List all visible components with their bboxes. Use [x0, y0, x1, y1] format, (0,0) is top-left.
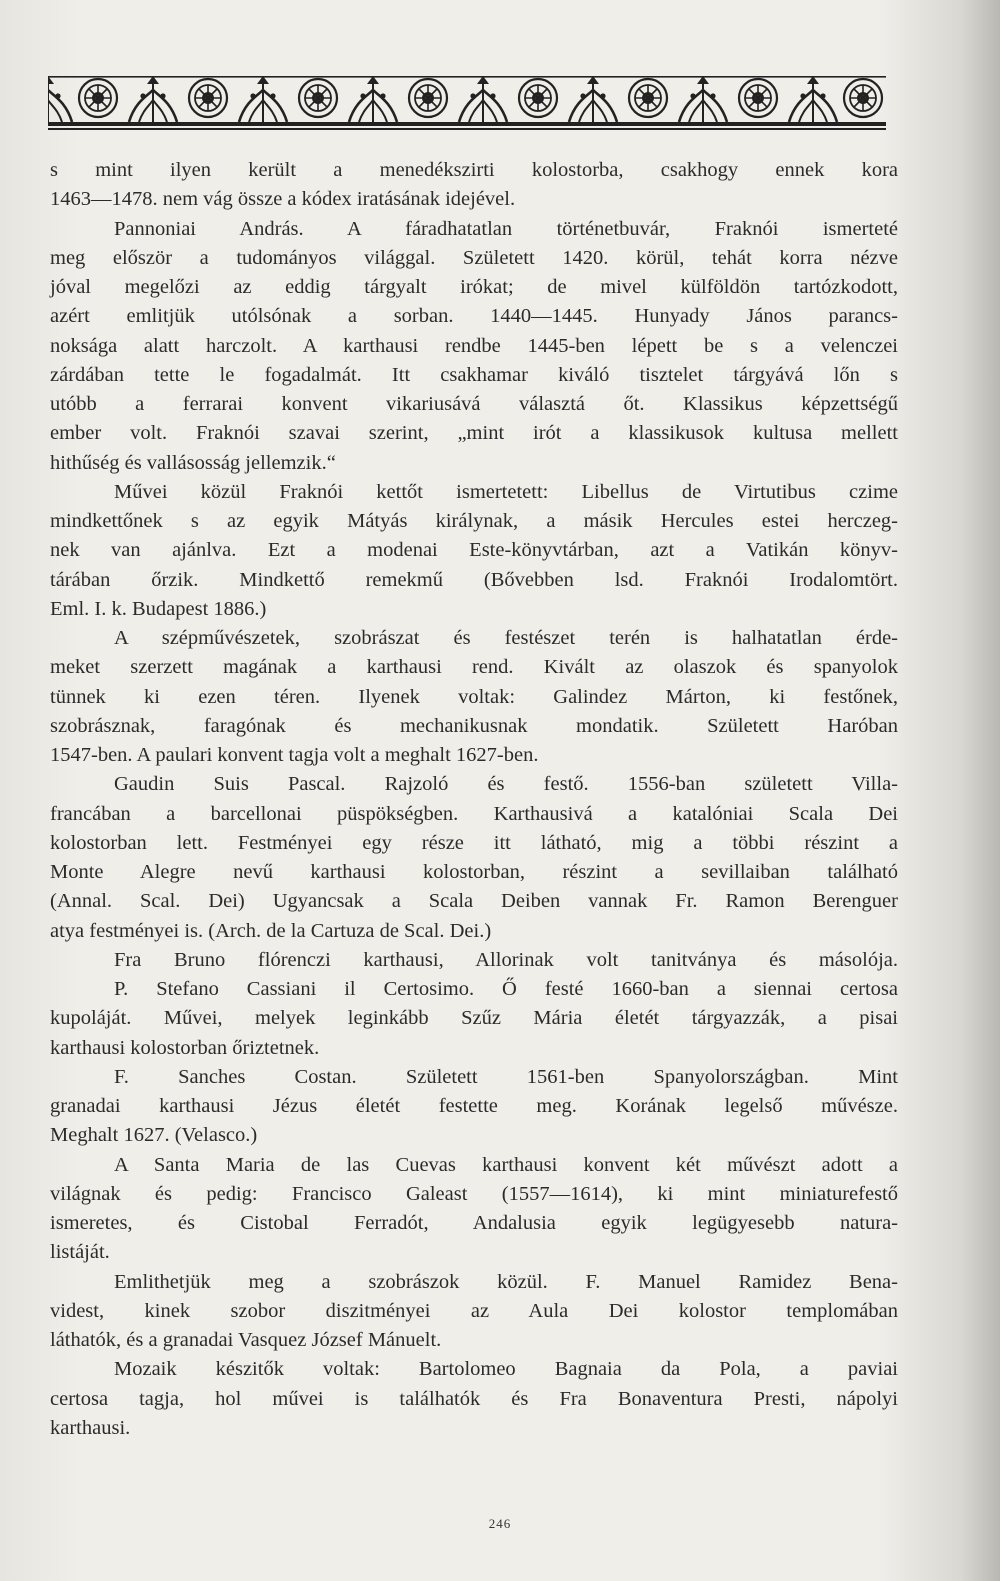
page-number: 246	[488, 1516, 512, 1531]
decorative-header-ornament	[48, 70, 886, 132]
text-line: láthatók, és a granadai Vasquez József Mánuelt.	[50, 1329, 442, 1351]
text-line: zárdában tette le fogadalmát. Itt csakhamar kiváló tisztelet tárgyává lőn s	[50, 363, 898, 386]
text-line: utóbb a ferrarai konvent vikariusává választá őt. Klassikus képzettségű	[50, 393, 898, 415]
text-line: 1463—1478. nem vág össze a kódex iratásának idejével.	[50, 188, 516, 211]
text-line: Monte Alegre nevű karthausi kolostorban, részint a sevillaiban található	[50, 861, 898, 883]
text-line: tünnek ki ezen téren. Ilyenek voltak: Galindez Márton, ki festőnek,	[50, 685, 898, 708]
text-line: kolostorban lett. Festményei egy része itt látható, mig a többi részint a	[50, 831, 898, 854]
text-line: meg először a tudományos világgal. Született 1420. körül, tehát korra nézve	[50, 246, 898, 269]
text-line: Mozaik készitők voltak: Bartolomeo Bagnaia da Pola, a paviai	[114, 1358, 898, 1381]
text-line: kupoláját. Művei, melyek leginkább Szűz Mária életét tárgyazzák, a pisai	[50, 1007, 898, 1030]
text-line: ember volt. Fraknói szavai szerint, „mint irót a klassikusok kultusa mellett	[50, 422, 898, 445]
text-line: listáját.	[50, 1241, 110, 1264]
text-line: Meghalt 1627. (Velasco.)	[50, 1124, 258, 1147]
text-line: Művei közül Fraknói kettőt ismertetett: Libellus de Virtutibus czime	[114, 480, 898, 503]
text-line: Eml. I. k. Budapest 1886.)	[50, 597, 267, 620]
text-line: noksága alatt harczolt. A karthausi rendbe 1445-ben lépett be s a velenczei	[50, 334, 898, 357]
text-line: meket szerzett magának a karthausi rend. Kivált az olaszok és spanyolok	[50, 656, 898, 679]
text-line: nek van ajánlva. Ezt a modenai Este-könyvtárban, azt a Vatikán könyv-	[50, 539, 898, 562]
text-line: karthausi.	[50, 1416, 131, 1439]
text-line: azért emlitjük utólsónak a sorban. 1440—1445. Hunyady János parancs-	[50, 305, 898, 328]
text-line: granadai karthausi Jézus életét festette meg. Korának legelső művésze.	[50, 1095, 898, 1117]
text-line: (Annal. Scal. Dei) Ugyancsak a Scala Deiben vannak Fr. Ramon Berenguer	[50, 890, 898, 913]
text-line: certosa tagja, hol művei is találhatók és Fra Bonaventura Presti, nápolyi	[50, 1387, 898, 1410]
text-line: jóval megelőzi az eddig tárgyalt irókat; de mivel külföldön tartózkodott,	[50, 276, 898, 298]
text-line: P. Stefano Cassiani il Certosimo. Ő festé 1660-ban a siennai certosa	[114, 978, 898, 1000]
text-line: F. Sanches Costan. Született 1561-ben Spanyolországban. Mint	[114, 1065, 898, 1088]
text-line: karthausi kolostorban őriztetnek.	[50, 1036, 320, 1059]
body-text	[50, 156, 898, 1443]
text-line: Pannoniai András. A fáradhatatlan történetbuvár, Fraknói ismerteté	[114, 217, 898, 240]
text-line: hithűség és vallásosság jellemzik.“	[50, 451, 336, 474]
text-line: Fra Bruno flórenczi karthausi, Allorinak volt tanitványa és másolója.	[114, 948, 898, 971]
text-line: Gaudin Suis Pascal. Rajzoló és festő. 1556-ban született Villa-	[114, 773, 898, 796]
text-line: szobrásznak, faragónak és mechanikusnak mondatik. Született Haróban	[50, 714, 898, 737]
text-line: világnak és pedig: Francisco Galeast (1557—1614), ki mint miniaturefestő	[50, 1182, 898, 1205]
text-line: A Santa Maria de las Cuevas karthausi konvent két művészt adott a	[114, 1153, 898, 1176]
text-line: s mint ilyen került a menedékszirti kolostorba, csakhogy ennek kora	[50, 159, 898, 181]
text-line: mindkettőnek s az egyik Mátyás királynak, a másik Hercules estei herczeg-	[50, 510, 898, 532]
text-line: francában a barcellonai püspökségben. Karthausivá a katalóniai Scala Dei	[50, 802, 898, 825]
text-line: ismeretes, és Cistobal Ferradót, Andalusia egyik legügyesebb natura-	[50, 1212, 898, 1234]
text-line: Emlithetjük meg a szobrászok közül. F. Manuel Ramidez Bena-	[114, 1270, 898, 1293]
text-line: videst, kinek szobor diszitményei az Aula Dei kolostor templomában	[50, 1299, 898, 1322]
text-line: tárában őrzik. Mindkettő remekmű (Bővebben lsd. Fraknói Irodalomtört.	[50, 568, 898, 591]
text-line: A szépművészetek, szobrászat és festészet terén is halhatatlan érde-	[114, 627, 898, 649]
text-line: 1547-ben. A paulari konvent tagja volt a meghalt 1627-ben.	[50, 744, 539, 766]
text-line: atya festményei is. (Arch. de la Cartuza de Scal. Dei.)	[50, 919, 492, 942]
